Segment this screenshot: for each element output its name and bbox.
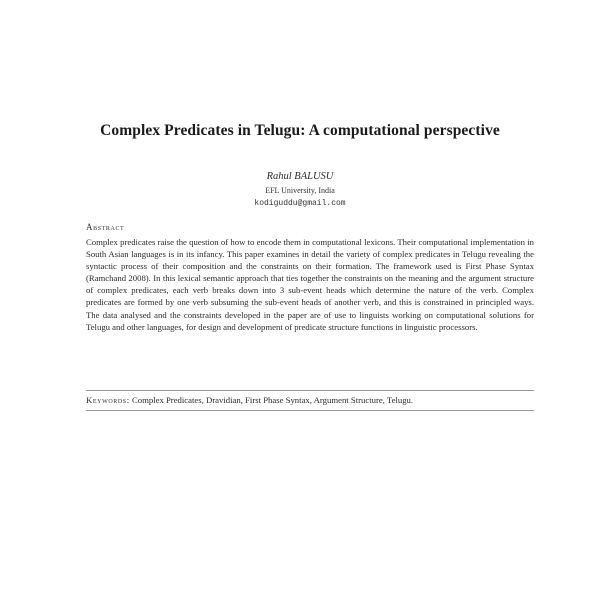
keywords-text: Complex Predicates, Dravidian, First Phase Syntax, Argument Structure, Telugu. xyxy=(131,395,414,405)
paper-title: Complex Predicates in Telugu: A computational perspective xyxy=(100,122,500,139)
author-email: kodiguddu@gmail.com xyxy=(254,199,346,208)
author-affiliation: EFL University, India xyxy=(265,186,335,195)
abstract-heading: Abstract xyxy=(86,222,125,232)
author-name: Rahul BALUSU xyxy=(266,171,334,182)
keywords-top-rule xyxy=(86,390,534,391)
keywords-line xyxy=(86,395,534,405)
keywords-bottom-rule xyxy=(86,410,534,411)
keywords-label: Keywords: xyxy=(86,395,130,405)
abstract-body: Complex predicates raise the question of how to encode them in computational lexicons. Their computational implementation in South Asian languages is in its infancy. This paper examines in detail the variety of complex predicates in Telugu revealing the syntactic process of their composition and the constraints on their formation. The framework used is First Phase Syntax (Ramchand 2008). In this lexical semantic approach that ties together the constraints on the meaning and the argument structure of complex predicates, each verb breaks down into 3 sub-event heads which determine the nature of the verb. Complex predicates are formed by one verb subsuming the sub-event heads of another verb, and this is constrained in principled ways. The data analysed and the constraints developed in the paper are of use to linguists working on computational solutions for Telugu and other languages, for design and development of predicate structure functions in linguistic processors. xyxy=(86,237,534,332)
